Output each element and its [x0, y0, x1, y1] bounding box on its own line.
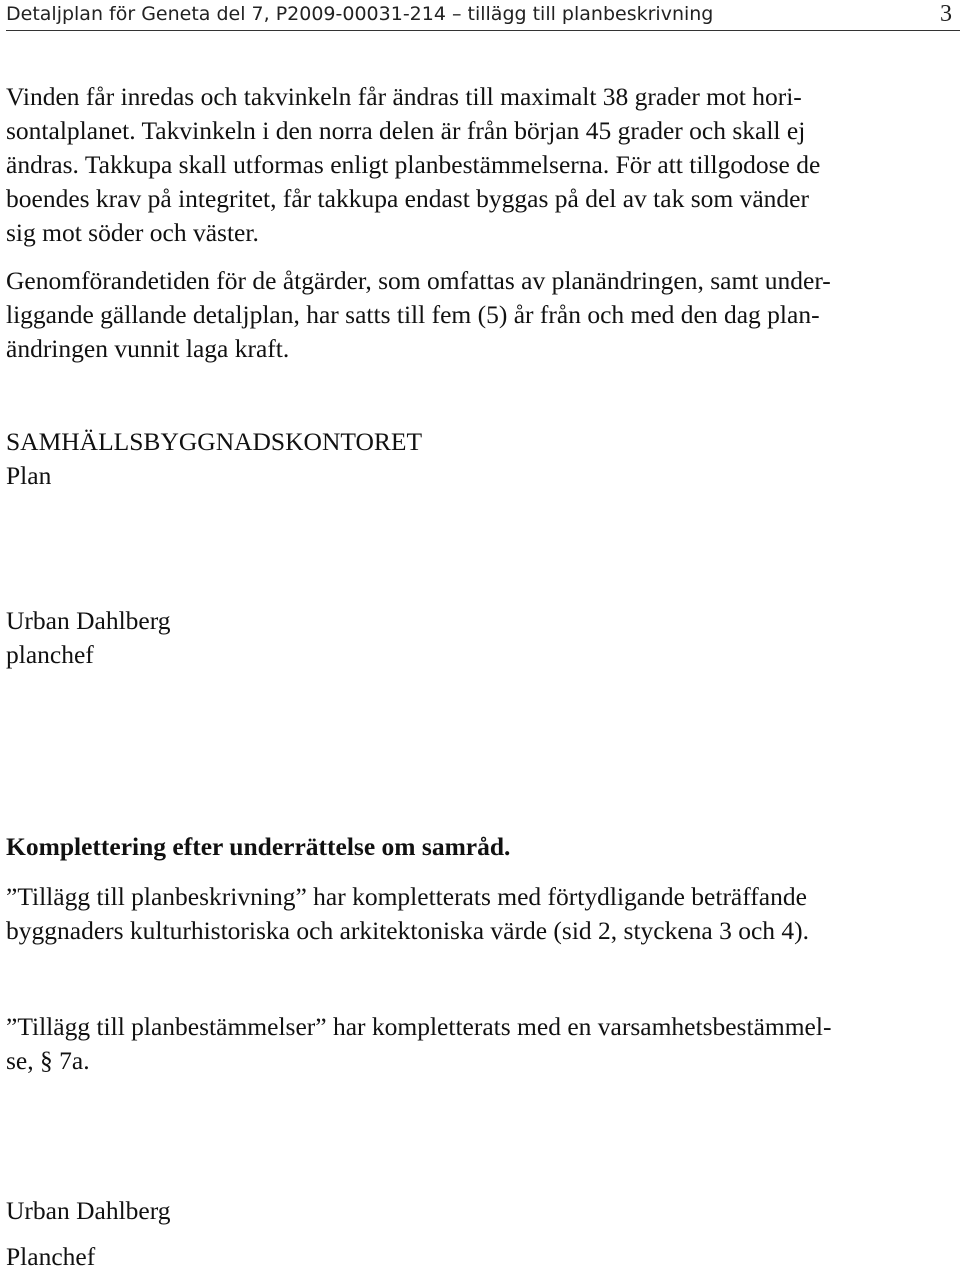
text-line: ändras. Takkupa skall utformas enligt planbestämmelserna. För att tillgodose de: [6, 150, 821, 179]
supplement-heading: [6, 830, 956, 864]
text-line: ändringen vunnit laga kraft.: [6, 334, 290, 363]
office-unit: Plan: [6, 461, 52, 490]
supplement-paragraph-b: [6, 1010, 956, 1078]
text-fragment: 7a.: [59, 1046, 90, 1075]
section-sign: §: [40, 1046, 53, 1075]
text-line: sontalplanet. Takvinkeln i den norra delen är från början 45 grader och skall ej: [6, 116, 806, 145]
signatory-name: Urban Dahlberg: [6, 606, 171, 635]
text-line: Genomförandetiden för de åtgärder, som omfattas av planändringen, samt under-: [6, 266, 831, 295]
text-line: byggnaders kulturhistoriska och arkitektoniska värde (sid 2, styckena 3 och 4).: [6, 916, 810, 945]
text-line: boendes krav på integritet, får takkupa endast byggas på del av tak som vänder: [6, 184, 809, 213]
text-line: liggande gällande detaljplan, har satts till fem (5) år från och med den dag plan-: [6, 300, 820, 329]
paragraph-implementation-time: [6, 264, 956, 366]
text-line: sig mot söder och väster.: [6, 218, 259, 247]
text-line: ”Tillägg till planbeskrivning” har kompletterats med förtydligande beträffande: [6, 882, 807, 911]
office-name: SAMHÄLLSBYGGNADSKONTORET: [6, 427, 423, 456]
supplement-paragraph-a: [6, 880, 956, 948]
text-line: ”Tillägg till planbestämmelser” har kompletterats med en varsamhetsbestämmel-: [6, 1012, 832, 1041]
signatory-title: Planchef: [6, 1242, 96, 1271]
page-number: 3: [940, 1, 952, 27]
header-title: Detaljplan för Geneta del 7, P2009-00031-214 – tillägg till planbeskrivning: [6, 3, 714, 25]
signatory-name: Urban Dahlberg: [6, 1196, 171, 1225]
text-fragment: se,: [6, 1046, 34, 1075]
text-line: Vinden får inredas och takvinkeln får ändras till maximalt 38 grader mot hori-: [6, 82, 802, 111]
text-line: [6, 1044, 956, 1078]
signature-block-2: [6, 1188, 956, 1280]
supplement-heading-text: Komplettering efter underrättelse om samråd.: [6, 832, 511, 861]
paragraph-roof: [6, 80, 956, 250]
page-header: [6, 0, 960, 31]
signatory-title: planchef: [6, 640, 94, 669]
signature-block: [6, 604, 956, 672]
office-block: [6, 425, 956, 493]
